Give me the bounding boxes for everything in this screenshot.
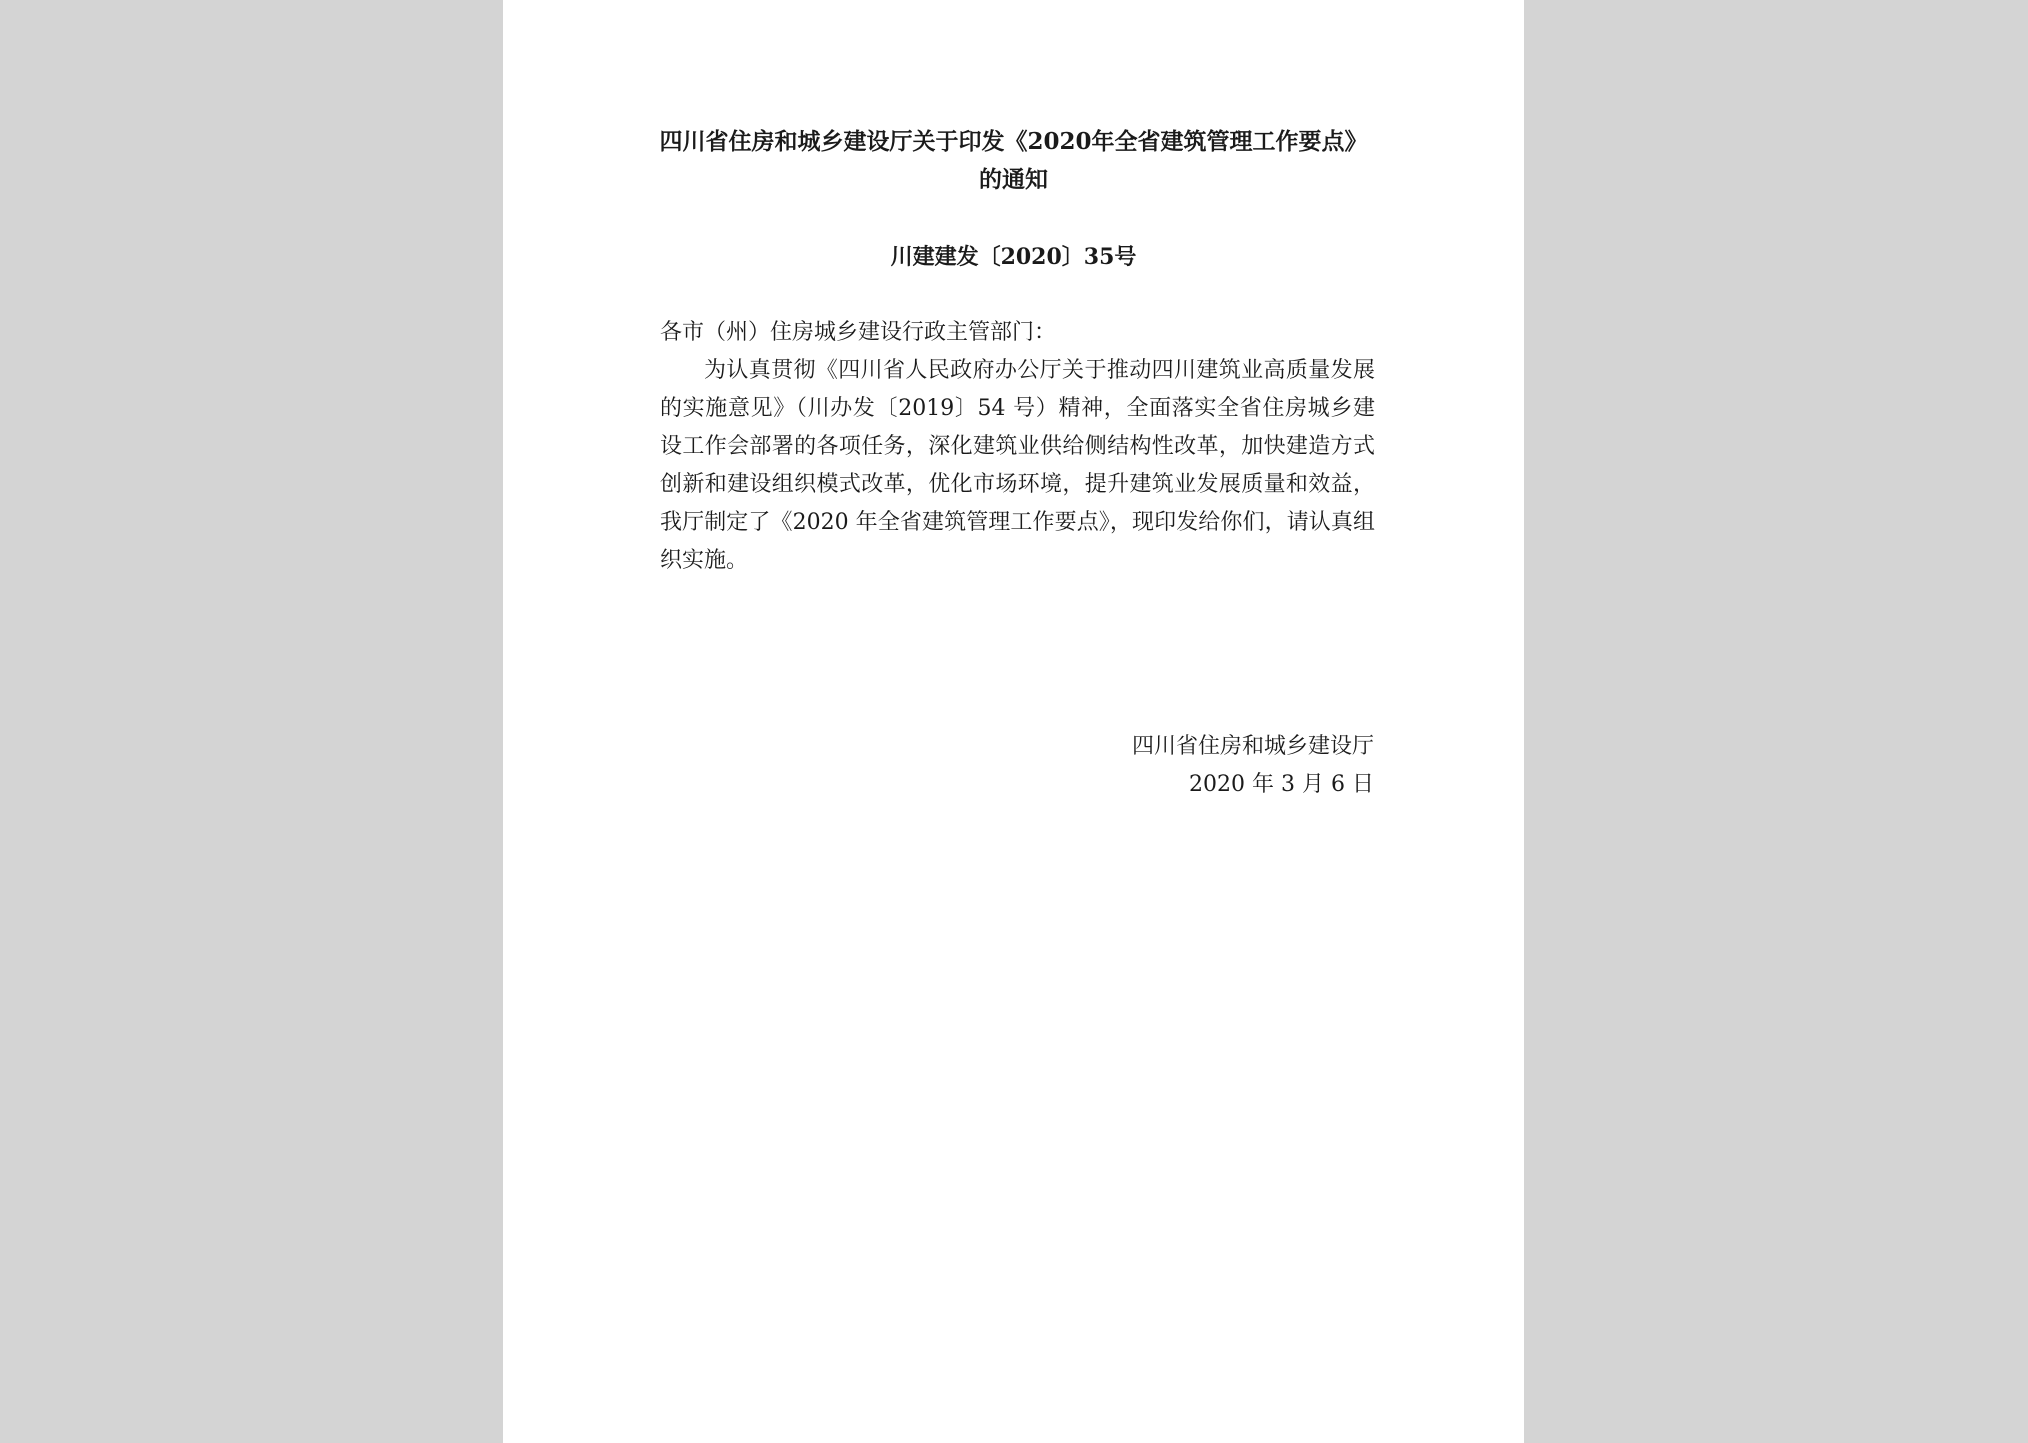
document-body	[660, 314, 1375, 580]
title-line-1: 四川省住房和城乡建设厅关于印发《2020年全省建筑管理工作要点》	[659, 128, 1368, 155]
signature-block	[660, 728, 1374, 804]
document-page	[503, 0, 1524, 1443]
document-title	[503, 123, 1524, 199]
salutation: 各市（州）住房城乡建设行政主管部门：	[660, 320, 1057, 345]
issuer-name: 四川省住房和城乡建设厅	[1131, 734, 1374, 759]
document-number: 川建建发〔2020〕35号	[890, 244, 1137, 270]
title-line-2: 的通知	[979, 166, 1048, 193]
issue-date: 2020 年 3 月 6 日	[1189, 772, 1374, 797]
body-paragraph: 为认真贯彻《四川省人民政府办公厅关于推动四川建筑业高质量发展的实施意见》（川办发〔2019〕54 号）精神，全面落实全省住房城乡建设工作会部署的各项任务，深化建筑业供给侧结构性改革，加快建造方式创新和建设组织模式改革，优化市场环境，提升建筑业发展质量和效益，我厅制定了《2020 年全省建筑管理工作要点》，现印发给你们，请认真组织实施。	[660, 358, 1375, 573]
